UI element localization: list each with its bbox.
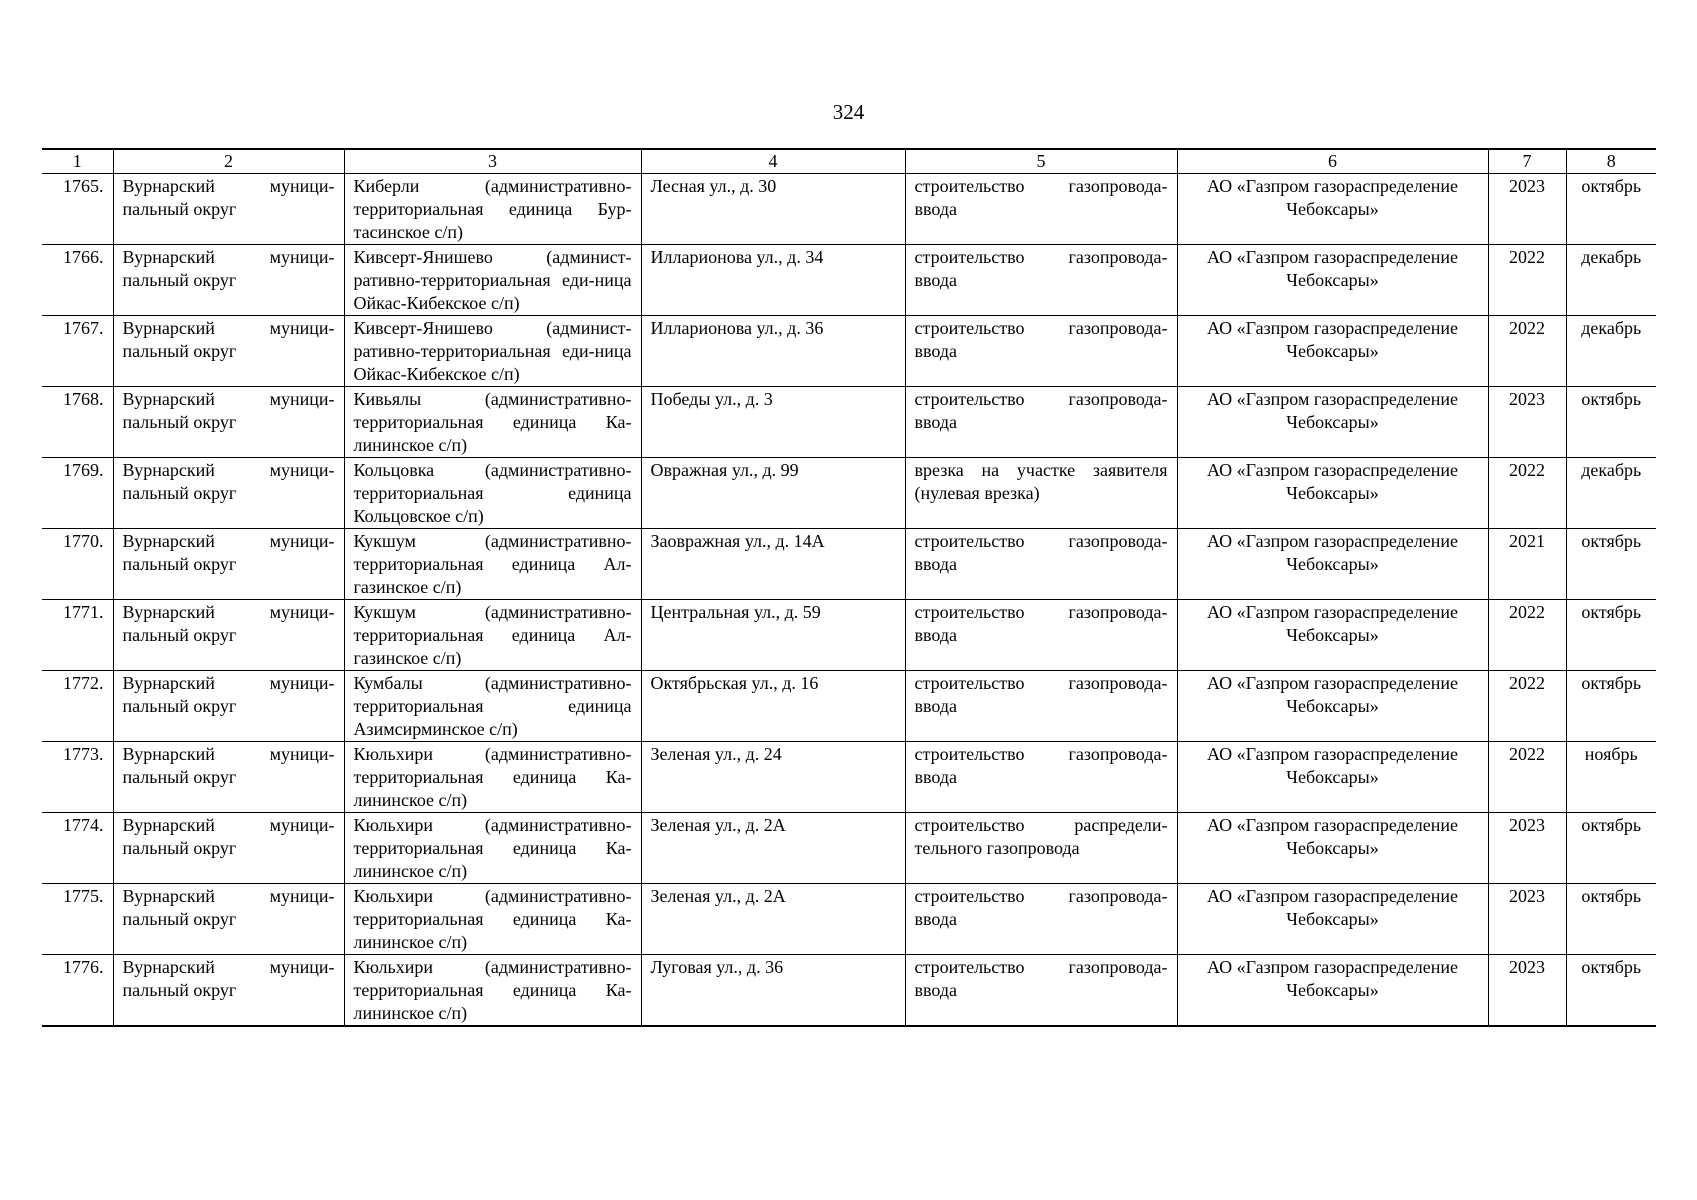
table-row <box>42 529 1656 600</box>
organization-cell: АО «Газпром газораспределение Чебоксары» <box>1177 884 1488 955</box>
row-number: 1767. <box>42 316 113 387</box>
address-cell: Заовражная ул., д. 14А <box>641 529 905 600</box>
organization-cell: АО «Газпром газораспределение Чебоксары» <box>1177 600 1488 671</box>
district-cell: Вурнарский муници-пальный округ <box>113 600 344 671</box>
month-cell: октябрь <box>1566 387 1656 458</box>
address-cell: Зеленая ул., д. 2А <box>641 813 905 884</box>
locality-cell: Кюльхири (административно-территориальная единица Ка-лининское с/п) <box>344 813 641 884</box>
row-number: 1773. <box>42 742 113 813</box>
work-type-cell: строительство газопровода-ввода <box>905 671 1177 742</box>
row-number: 1768. <box>42 387 113 458</box>
organization-cell: АО «Газпром газораспределение Чебоксары» <box>1177 387 1488 458</box>
district-cell: Вурнарский муници-пальный округ <box>113 671 344 742</box>
organization-cell: АО «Газпром газораспределение Чебоксары» <box>1177 742 1488 813</box>
district-cell: Вурнарский муници-пальный округ <box>113 387 344 458</box>
table-row <box>42 742 1656 813</box>
work-type-cell: врезка на участке заявителя (нулевая врезка) <box>905 458 1177 529</box>
organization-cell: АО «Газпром газораспределение Чебоксары» <box>1177 245 1488 316</box>
work-type-cell: строительство распредели-тельного газопровода <box>905 813 1177 884</box>
organization-cell: АО «Газпром газораспределение Чебоксары» <box>1177 955 1488 1027</box>
page-number: 324 <box>832 100 865 124</box>
month-cell: декабрь <box>1566 245 1656 316</box>
table-row <box>42 387 1656 458</box>
row-number: 1775. <box>42 884 113 955</box>
district-cell: Вурнарский муници-пальный округ <box>113 245 344 316</box>
month-cell: декабрь <box>1566 458 1656 529</box>
row-number: 1766. <box>42 245 113 316</box>
address-cell: Зеленая ул., д. 24 <box>641 742 905 813</box>
table-row <box>42 671 1656 742</box>
year-cell: 2023 <box>1488 884 1566 955</box>
locality-cell: Кукшум (административно-территориальная единица Ал-газинское с/п) <box>344 529 641 600</box>
locality-cell: Кольцовка (административно-территориальная единица Кольцовское с/п) <box>344 458 641 529</box>
table-row <box>42 316 1656 387</box>
table-row <box>42 245 1656 316</box>
gas-connection-table <box>42 148 1656 1027</box>
month-cell: октябрь <box>1566 884 1656 955</box>
address-cell: Победы ул., д. 3 <box>641 387 905 458</box>
address-cell: Центральная ул., д. 59 <box>641 600 905 671</box>
row-number: 1769. <box>42 458 113 529</box>
year-cell: 2023 <box>1488 387 1566 458</box>
month-cell: декабрь <box>1566 316 1656 387</box>
locality-cell: Кукшум (административно-территориальная единица Ал-газинское с/п) <box>344 600 641 671</box>
work-type-cell: строительство газопровода-ввода <box>905 742 1177 813</box>
locality-cell: Кивсерт-Янишево (админист-ративно-территориальная еди-ница Ойкас-Кибекское с/п) <box>344 245 641 316</box>
locality-cell: Кюльхири (административно-территориальная единица Ка-лининское с/п) <box>344 742 641 813</box>
table-row <box>42 955 1656 1027</box>
row-number: 1771. <box>42 600 113 671</box>
year-cell: 2022 <box>1488 316 1566 387</box>
row-number: 1772. <box>42 671 113 742</box>
year-cell: 2022 <box>1488 245 1566 316</box>
district-cell: Вурнарский муници-пальный округ <box>113 955 344 1027</box>
row-number: 1774. <box>42 813 113 884</box>
column-header-5: 5 <box>905 149 1177 174</box>
address-cell: Овражная ул., д. 99 <box>641 458 905 529</box>
month-cell: октябрь <box>1566 955 1656 1027</box>
month-cell: октябрь <box>1566 813 1656 884</box>
row-number: 1765. <box>42 174 113 245</box>
work-type-cell: строительство газопровода-ввода <box>905 316 1177 387</box>
district-cell: Вурнарский муници-пальный округ <box>113 316 344 387</box>
month-cell: октябрь <box>1566 529 1656 600</box>
district-cell: Вурнарский муници-пальный округ <box>113 174 344 245</box>
column-header-4: 4 <box>641 149 905 174</box>
column-header-2: 2 <box>113 149 344 174</box>
table-row <box>42 813 1656 884</box>
district-cell: Вурнарский муници-пальный округ <box>113 529 344 600</box>
work-type-cell: строительство газопровода-ввода <box>905 955 1177 1027</box>
year-cell: 2021 <box>1488 529 1566 600</box>
address-cell: Лесная ул., д. 30 <box>641 174 905 245</box>
work-type-cell: строительство газопровода-ввода <box>905 529 1177 600</box>
row-number: 1770. <box>42 529 113 600</box>
year-cell: 2022 <box>1488 742 1566 813</box>
table-body <box>42 174 1656 1027</box>
work-type-cell: строительство газопровода-ввода <box>905 174 1177 245</box>
row-number: 1776. <box>42 955 113 1027</box>
organization-cell: АО «Газпром газораспределение Чебоксары» <box>1177 813 1488 884</box>
locality-cell: Кюльхири (административно-территориальная единица Ка-лининское с/п) <box>344 884 641 955</box>
address-cell: Октябрьская ул., д. 16 <box>641 671 905 742</box>
column-header-1: 1 <box>42 149 113 174</box>
month-cell: ноябрь <box>1566 742 1656 813</box>
year-cell: 2023 <box>1488 813 1566 884</box>
table-row <box>42 884 1656 955</box>
locality-cell: Кивьялы (административно-территориальная единица Ка-лининское с/п) <box>344 387 641 458</box>
address-cell: Зеленая ул., д. 2А <box>641 884 905 955</box>
work-type-cell: строительство газопровода-ввода <box>905 884 1177 955</box>
table-header-row <box>42 149 1656 174</box>
column-header-3: 3 <box>344 149 641 174</box>
year-cell: 2023 <box>1488 174 1566 245</box>
work-type-cell: строительство газопровода-ввода <box>905 387 1177 458</box>
district-cell: Вурнарский муници-пальный округ <box>113 458 344 529</box>
locality-cell: Кивсерт-Янишево (админист-ративно-территориальная еди-ница Ойкас-Кибекское с/п) <box>344 316 641 387</box>
column-header-6: 6 <box>1177 149 1488 174</box>
district-cell: Вурнарский муници-пальный округ <box>113 813 344 884</box>
district-cell: Вурнарский муници-пальный округ <box>113 742 344 813</box>
organization-cell: АО «Газпром газораспределение Чебоксары» <box>1177 529 1488 600</box>
column-header-7: 7 <box>1488 149 1566 174</box>
district-cell: Вурнарский муници-пальный округ <box>113 884 344 955</box>
address-cell: Илларионова ул., д. 34 <box>641 245 905 316</box>
organization-cell: АО «Газпром газораспределение Чебоксары» <box>1177 174 1488 245</box>
work-type-cell: строительство газопровода-ввода <box>905 600 1177 671</box>
month-cell: октябрь <box>1566 600 1656 671</box>
locality-cell: Киберли (административно-территориальная единица Бур-тасинское с/п) <box>344 174 641 245</box>
year-cell: 2022 <box>1488 671 1566 742</box>
work-type-cell: строительство газопровода-ввода <box>905 245 1177 316</box>
table-row <box>42 600 1656 671</box>
organization-cell: АО «Газпром газораспределение Чебоксары» <box>1177 316 1488 387</box>
table-row <box>42 174 1656 245</box>
locality-cell: Кумбалы (административно-территориальная единица Азимсирминское с/п) <box>344 671 641 742</box>
table-row <box>42 458 1656 529</box>
month-cell: октябрь <box>1566 671 1656 742</box>
address-cell: Илларионова ул., д. 36 <box>641 316 905 387</box>
year-cell: 2023 <box>1488 955 1566 1027</box>
year-cell: 2022 <box>1488 600 1566 671</box>
locality-cell: Кюльхири (административно-территориальная единица Ка-лининское с/п) <box>344 955 641 1027</box>
organization-cell: АО «Газпром газораспределение Чебоксары» <box>1177 671 1488 742</box>
address-cell: Луговая ул., д. 36 <box>641 955 905 1027</box>
column-header-8: 8 <box>1566 149 1656 174</box>
month-cell: октябрь <box>1566 174 1656 245</box>
year-cell: 2022 <box>1488 458 1566 529</box>
organization-cell: АО «Газпром газораспределение Чебоксары» <box>1177 458 1488 529</box>
